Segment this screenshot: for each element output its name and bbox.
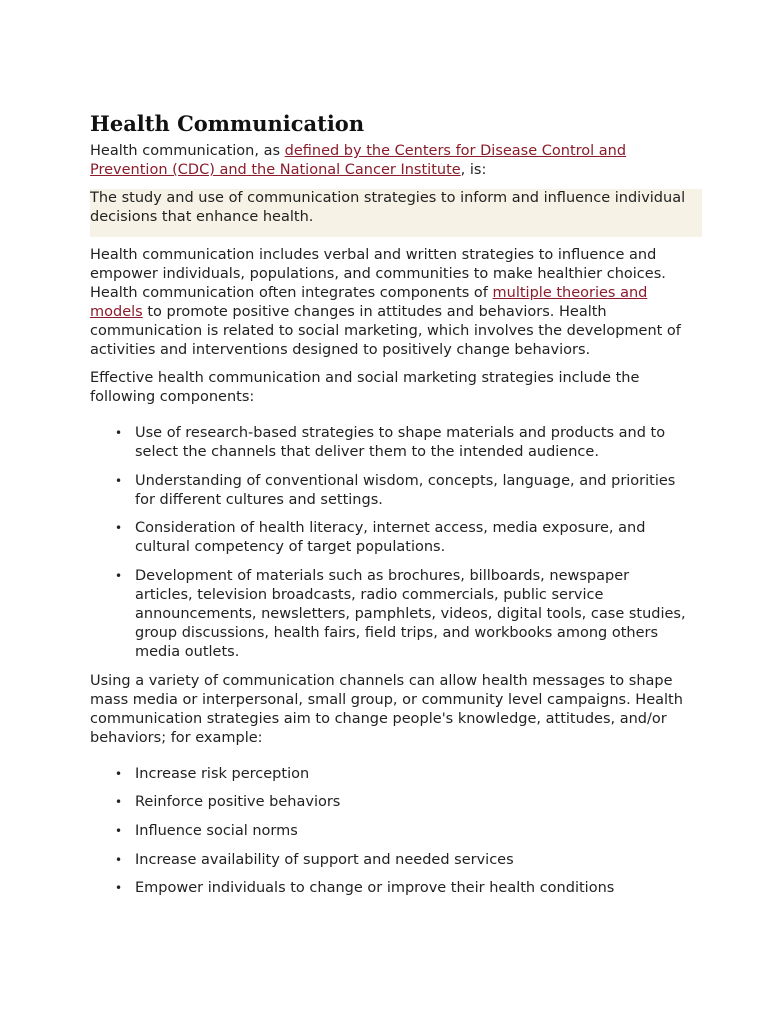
definition-quote — [90, 189, 702, 237]
list-item: • Development of materials such as brochures, billboards, newspaper articles, television broadcasts, radio commercials, public service announcements, newsletters, pamphlets, videos, digital tools, case studies, group discussions, health fairs, field trips, and workbooks among others media outlets. — [135, 567, 690, 662]
list-item: • Increase availability of support and needed services — [135, 851, 690, 870]
components-list — [90, 424, 690, 662]
list-item: • Consideration of health literacy, internet access, media exposure, and cultural competency of target populations. — [135, 519, 690, 557]
list-item: • Understanding of conventional wisdom, concepts, language, and priorities for different cultures and settings. — [135, 472, 690, 510]
page-title: Health Communication — [90, 111, 365, 136]
examples-list — [90, 765, 690, 899]
intro-text-before: Health communication, as — [90, 143, 285, 159]
cdc-definition-link[interactable]: defined by the Centers for Disease Control and Prevention (CDC) and the National Cancer Institute — [90, 143, 627, 178]
definition-quote-text: The study and use of communication strategies to inform and influence individual decisions that enhance health. — [90, 190, 686, 225]
body-paragraph-2: Effective health communication and social marketing strategies include the following components: — [90, 370, 640, 405]
list-item: • Increase risk perception — [135, 765, 690, 784]
article — [90, 110, 690, 908]
body-paragraph-1 — [90, 246, 690, 360]
list-item: • Reinforce positive behaviors — [135, 793, 690, 812]
theories-models-link[interactable]: multiple theories and models — [90, 285, 648, 320]
para1-text-after: to promote positive changes in attitudes and behaviors. Health communication is related to social marketing, which involves the development of activities and interventions designed to positively change behaviors. — [90, 304, 681, 358]
list-item: • Empower individuals to change or improve their health conditions — [135, 879, 690, 898]
list-item: • Influence social norms — [135, 822, 690, 841]
intro-paragraph — [90, 142, 690, 180]
body-paragraph-3: Using a variety of communication channels can allow health messages to shape mass media or interpersonal, small group, or community level campaigns. Health communication strategies aim to change people's knowledge, attitudes, and/or behaviors; for example: — [90, 672, 683, 746]
list-item: • Use of research-based strategies to shape materials and products and to select the channels that deliver them to the intended audience. — [135, 424, 690, 462]
intro-text-after: , is: — [460, 162, 487, 178]
para1-text-before: Health communication includes verbal and written strategies to influence and empower individuals, populations, and communities to make healthier choices. Health communication often integrates components of — [90, 247, 666, 301]
